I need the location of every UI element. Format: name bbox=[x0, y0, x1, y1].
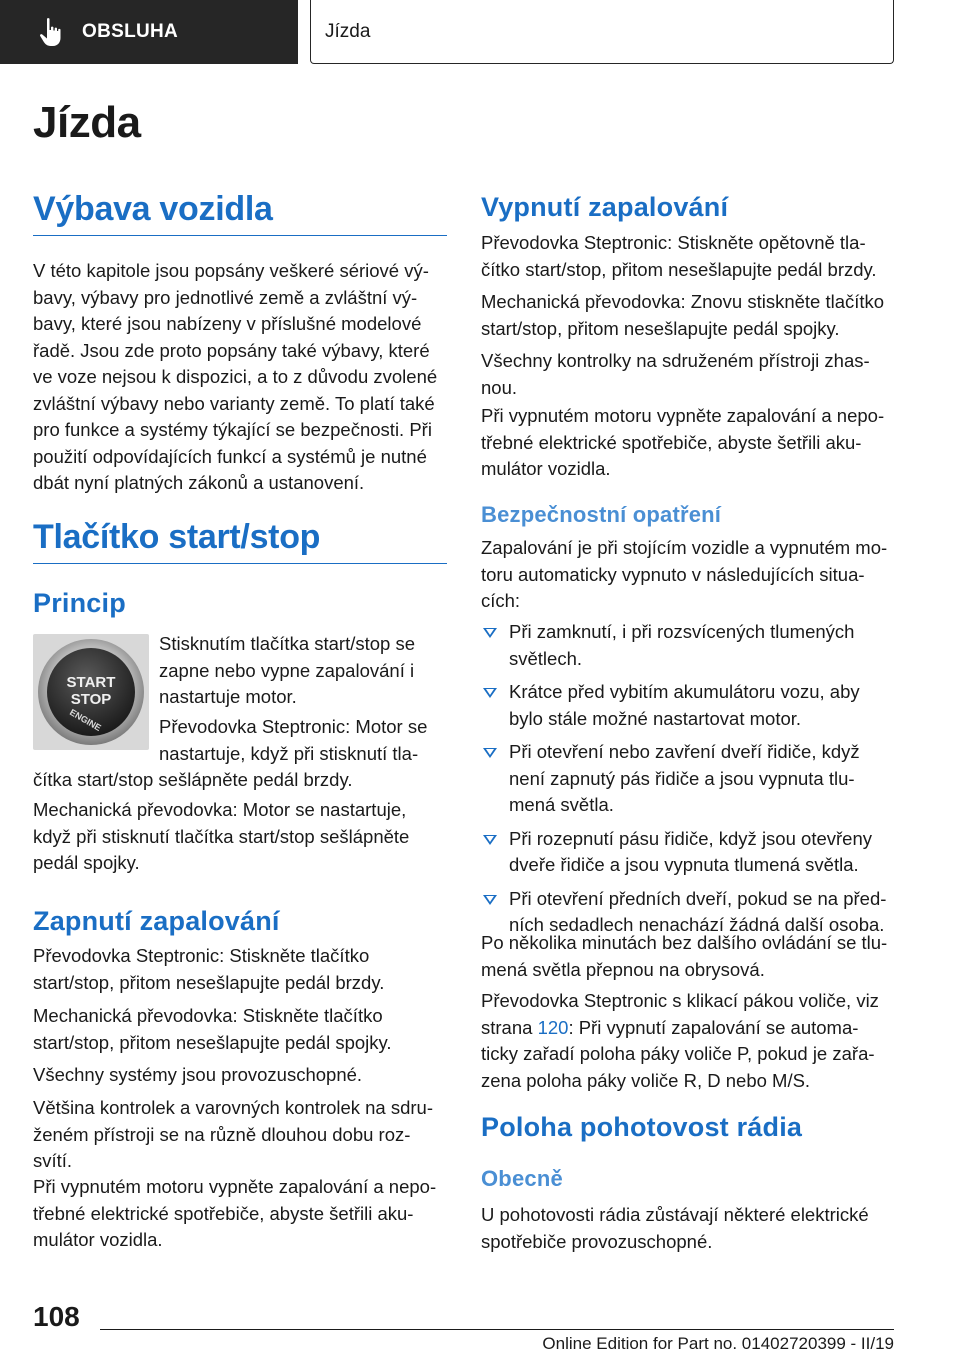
triangle-bullet-icon bbox=[483, 748, 497, 758]
section-tab[interactable] bbox=[0, 0, 298, 64]
heading-vypnuti-zapalovani: Vypnutí zapalování bbox=[481, 192, 729, 222]
zapnuti-text-1: Převodovka Steptronic: Stiskněte tlačítko start/stop, přitom nesešlapujte pedál brzdy. bbox=[33, 945, 385, 993]
list-item: Při otevření nebo zavření dveří řidiče, když není zapnutý pás řidiče a jsou vypnuta tlu-mená světla. bbox=[481, 739, 895, 819]
footer-edition: Online Edition for Part no. 01402720399 - II/19 bbox=[542, 1334, 894, 1353]
vybava-text: V této kapitole jsou popsány veškeré sériové vý-bavy, výbavy pro jednotlivé země a zvláštní vý-bavy, které jsou nabízeny v příslušné modelové řadě. Jsou zde proto popsány také výbavy, které ve voze nejsou k dispozici, a to z důvodu zvolené zvláštní výbavy nebo varianty země. To platí také pro funkce a systémy týkající se bezpečnosti. Při použití odpovídajících funkcí a systémů je nutné dbát nyní platných zákonů a ustanovení. bbox=[33, 260, 438, 493]
image-label-engine: ENGINE bbox=[68, 707, 103, 733]
hand-pointer-icon bbox=[38, 17, 64, 47]
list-item: Při otevření předních dveří, pokud se na před-ních sedadlech nenachází žádná další osoba. bbox=[481, 886, 895, 939]
princip-text-2b: čítka start/stop sešlápněte pedál brzdy. bbox=[33, 769, 353, 790]
start-stop-engine-icon bbox=[33, 634, 149, 750]
page-number: 108 bbox=[33, 1301, 80, 1332]
list-item: Při zamknutí, i při rozsvícených tlumených světlech. bbox=[481, 619, 895, 672]
triangle-bullet-icon bbox=[483, 628, 497, 638]
footer-divider bbox=[100, 1329, 894, 1330]
princip-text-1: Stisknutím tlačítka start/stop se zapne nebo vypne zapalování i nastartuje motor. bbox=[159, 633, 416, 707]
bezpecnostni-list bbox=[481, 619, 895, 946]
bezpecnostni-steptronic-text: Převodovka Steptronic s klikací pákou voliče, viz strana 120: Při vypnutí zapalování se automa-ticky zařadí poloha páky voliče P, pokud je zařa-zena poloha páky voliče R, D nebo M/S. bbox=[481, 990, 879, 1091]
list-item: Krátce před vybitím akumulátoru vozu, aby bylo stále možné nastartovat motor. bbox=[481, 679, 895, 732]
zapnuti-text-2: Mechanická převodovka: Stiskněte tlačítko start/stop, přitom nesešlapujte pedál spojky. bbox=[33, 1005, 392, 1053]
princip-text-3: Mechanická převodovka: Motor se nastartuje, když při stisknutí tlačítka start/stop sešlápněte pedál spojky. bbox=[33, 799, 410, 873]
heading-zapnuti-zapalovani: Zapnutí zapalování bbox=[33, 906, 280, 936]
image-label-start: START bbox=[66, 674, 116, 691]
heading-princip: Princip bbox=[33, 588, 126, 618]
vypnuti-text-4: Při vypnutém motoru vypněte zapalování a nepo-třebné elektrické spotřebiče, abyste šetřili aku-mulátor vozidla. bbox=[481, 405, 885, 479]
breadcrumb: Jízda bbox=[310, 0, 894, 64]
start-stop-button-image bbox=[33, 634, 149, 750]
heading-tlacitko-start-stop: Tlačítko start/stop bbox=[33, 518, 447, 564]
princip-text-2a: Převodovka Steptronic: Motor se nastartuje, když při stisknutí tla- bbox=[159, 716, 428, 764]
heading-bezpecnostni-opatreni: Bezpečnostní opatření bbox=[481, 502, 722, 527]
zapnuti-text-4: Většina kontrolek a varovných kontrolek na sdru-ženém přístroji se na různě dlouhou dobu roz-svítí. bbox=[33, 1097, 434, 1171]
page-link-120[interactable]: 120 bbox=[537, 1016, 569, 1038]
vypnuti-text-2: Mechanická převodovka: Znovu stiskněte tlačítko start/stop, přitom nesešlapujte pedál spojky. bbox=[481, 291, 885, 339]
heading-poloha-pohotovost-radia: Poloha pohotovost rádia bbox=[481, 1112, 803, 1142]
triangle-bullet-icon bbox=[483, 895, 497, 905]
list-item: Při rozepnutí pásu řidiče, když jsou otevřeny dveře řidiče a jsou vypnuta tlumená světla. bbox=[481, 826, 895, 879]
vypnuti-text-3: Všechny kontrolky na sdruženém přístroji zhas-nou. bbox=[481, 350, 870, 398]
bezpecnostni-after-text: Po několika minutách bez dalšího ovládání se tlu-mená světla přepnou na obrysová. bbox=[481, 932, 888, 980]
zapnuti-text-3: Všechny systémy jsou provozuschopné. bbox=[33, 1064, 363, 1085]
heading-vybava-vozidla: Výbava vozidla bbox=[33, 190, 447, 236]
triangle-bullet-icon bbox=[483, 835, 497, 845]
page-title: Jízda bbox=[33, 98, 141, 147]
section-label: OBSLUHA bbox=[82, 21, 179, 42]
bezpecnostni-intro: Zapalování je při stojícím vozidle a vypnutém mo-toru automaticky vypnuto v následujících situa-cích: bbox=[481, 537, 888, 611]
image-label-stop: STOP bbox=[70, 691, 112, 708]
zapnuti-text-5: Při vypnutém motoru vypněte zapalování a nepo-třebné elektrické spotřebiče, abyste šetřili aku-mulátor vozidla. bbox=[33, 1176, 437, 1250]
obecne-text: U pohotovosti rádia zůstávají některé elektrické spotřebiče provozuschopné. bbox=[481, 1204, 869, 1252]
triangle-bullet-icon bbox=[483, 688, 497, 698]
vypnuti-text-1: Převodovka Steptronic: Stiskněte opětovně tla-čítko start/stop, přitom nesešlapujte pedál brzdy. bbox=[481, 232, 877, 280]
heading-obecne: Obecně bbox=[481, 1166, 563, 1191]
